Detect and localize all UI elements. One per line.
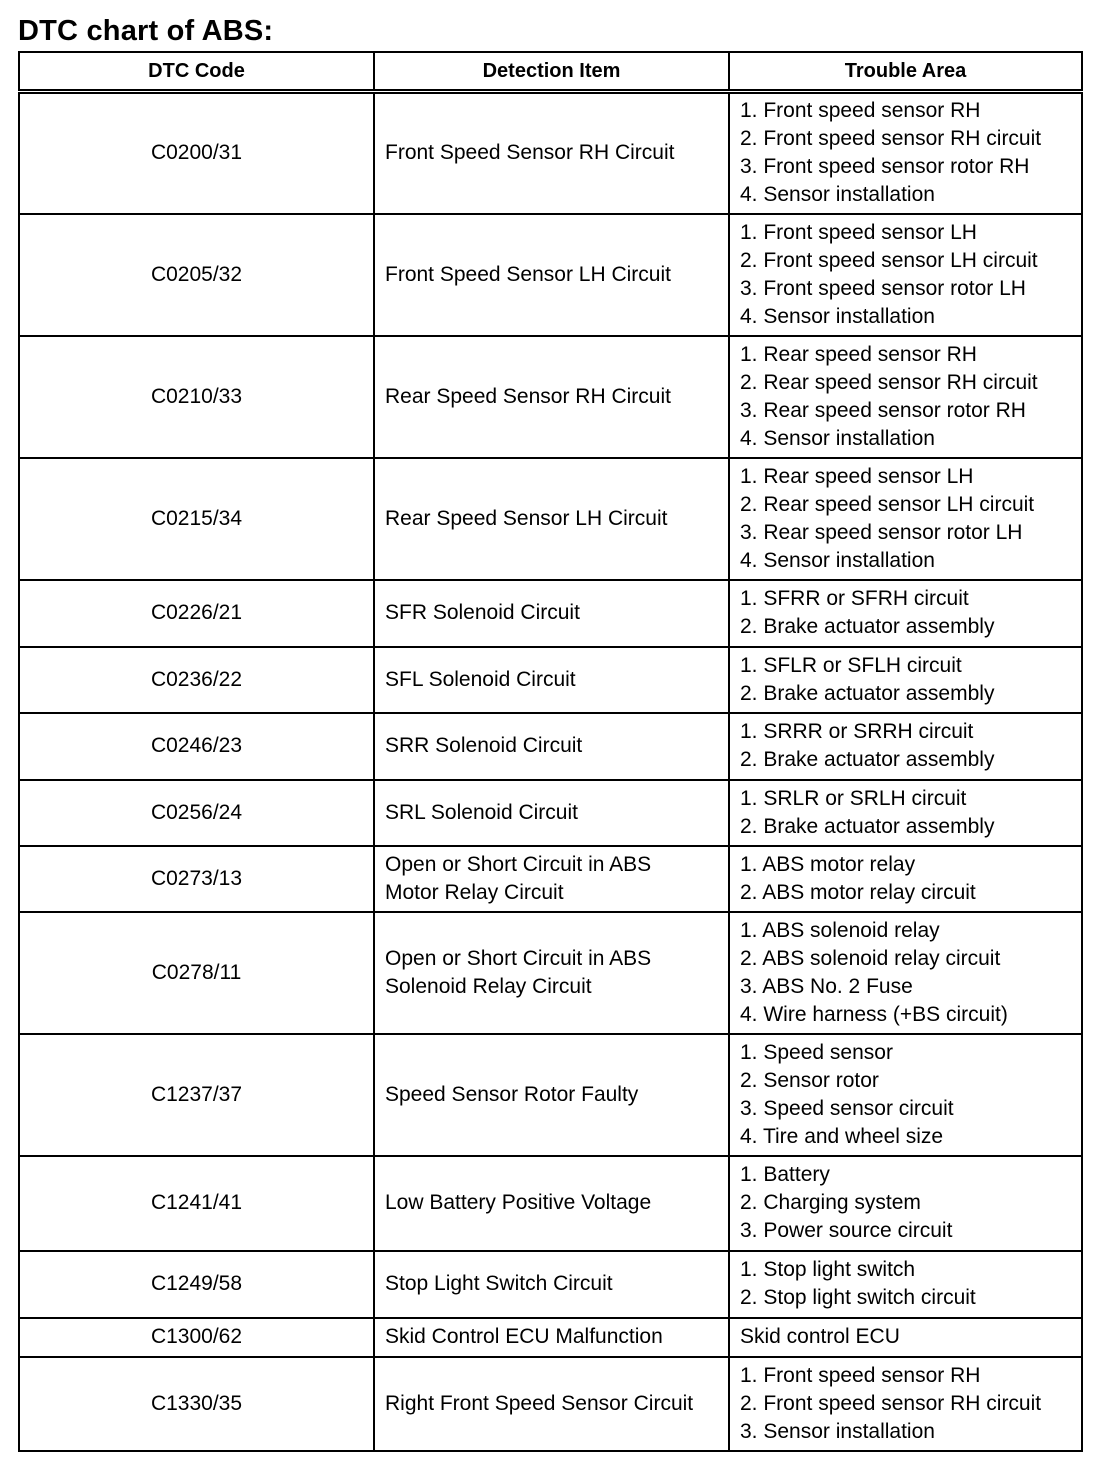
trouble-area-line: 2. ABS solenoid relay circuit — [740, 946, 1001, 970]
table-row — [19, 92, 1082, 214]
dtc-code-cell: C0205/32 — [19, 214, 374, 336]
detection-item-line: Solenoid Relay Circuit — [385, 974, 592, 998]
detection-item-cell: SFL Solenoid Circuit — [374, 647, 729, 713]
header-dtc-code: DTC Code — [19, 52, 374, 92]
trouble-area-line: 2. Sensor rotor — [740, 1068, 879, 1092]
trouble-area-line: 1. Battery — [740, 1163, 830, 1186]
trouble-area-line: 3. Speed sensor circuit — [740, 1096, 954, 1120]
trouble-area-cell — [729, 214, 1082, 336]
trouble-area-line: 2. Brake actuator assembly — [740, 748, 995, 771]
trouble-area-line: 1. SRLR or SRLH circuit — [740, 786, 967, 810]
table-row — [19, 846, 1082, 912]
trouble-area-line: 2. Front speed sensor RH circuit — [740, 1391, 1042, 1415]
trouble-area-line: 1. ABS solenoid relay — [740, 918, 940, 942]
trouble-area-line: 4. Wire harness (+BS circuit) — [740, 1002, 1008, 1026]
dtc-code-cell: C1241/41 — [19, 1156, 374, 1251]
detection-item-cell: SRL Solenoid Circuit — [374, 780, 729, 846]
table-row — [19, 1251, 1082, 1318]
trouble-area-cell — [729, 1318, 1082, 1357]
detection-item-cell: Speed Sensor Rotor Faulty — [374, 1034, 729, 1156]
trouble-area-line: 3. Rear speed sensor rotor RH — [740, 398, 1026, 422]
detection-item-cell: Right Front Speed Sensor Circuit — [374, 1357, 729, 1451]
table-header — [19, 52, 1082, 92]
trouble-area-line: 1. SFRR or SFRH circuit — [740, 587, 969, 610]
dtc-code-cell: C1249/58 — [19, 1251, 374, 1318]
trouble-area-line: 1. SFLR or SFLH circuit — [740, 653, 962, 677]
trouble-area-line: 2. Front speed sensor LH circuit — [740, 248, 1038, 272]
trouble-area-line: 2. Rear speed sensor RH circuit — [740, 370, 1038, 394]
page-title: DTC chart of ABS: — [18, 15, 274, 47]
trouble-area-cell — [729, 912, 1082, 1034]
table-row — [19, 1034, 1082, 1156]
trouble-area-cell — [729, 1156, 1082, 1251]
table-row — [19, 713, 1082, 780]
detection-item-cell: Front Speed Sensor LH Circuit — [374, 214, 729, 336]
dtc-code-cell: C1237/37 — [19, 1034, 374, 1156]
trouble-area-line: 3. Front speed sensor rotor LH — [740, 276, 1026, 300]
trouble-area-line: 2. Charging system — [740, 1191, 921, 1214]
trouble-area-line: 1. Rear speed sensor RH — [740, 342, 977, 366]
table-row — [19, 336, 1082, 458]
dtc-code-cell: C1330/35 — [19, 1357, 374, 1451]
table-row — [19, 780, 1082, 846]
dtc-code-cell: C0226/21 — [19, 580, 374, 647]
dtc-code-cell: C0200/31 — [19, 92, 374, 214]
dtc-code-cell: C0256/24 — [19, 780, 374, 846]
detection-item-line: Open or Short Circuit in ABS — [385, 946, 652, 970]
trouble-area-line: 2. Rear speed sensor LH circuit — [740, 492, 1035, 516]
trouble-area-line: 2. Brake actuator assembly — [740, 615, 995, 638]
trouble-area-cell — [729, 1357, 1082, 1451]
trouble-area-line: 1. Rear speed sensor LH — [740, 464, 974, 488]
detection-item-cell: Stop Light Switch Circuit — [374, 1251, 729, 1318]
trouble-area-line: 2. ABS motor relay circuit — [740, 880, 976, 904]
detection-item-cell: Low Battery Positive Voltage — [374, 1156, 729, 1251]
trouble-area-line: 1. Stop light switch — [740, 1258, 916, 1281]
detection-item-cell: Rear Speed Sensor RH Circuit — [374, 336, 729, 458]
trouble-area-cell — [729, 458, 1082, 580]
dtc-code-cell: C0278/11 — [19, 912, 374, 1034]
trouble-area-cell — [729, 713, 1082, 780]
trouble-area-line: 2. Brake actuator assembly — [740, 681, 995, 705]
trouble-area-cell — [729, 92, 1082, 214]
table-row — [19, 214, 1082, 336]
trouble-area-line: 1. Speed sensor — [740, 1040, 893, 1064]
dtc-table — [18, 51, 1083, 1452]
trouble-area-line: 1. Front speed sensor RH — [740, 99, 981, 123]
trouble-area-line: 4. Sensor installation — [740, 548, 935, 572]
detection-item-cell: SFR Solenoid Circuit — [374, 580, 729, 647]
trouble-area-line: 3. Front speed sensor rotor RH — [740, 155, 1030, 179]
table-body — [19, 92, 1082, 1451]
dtc-code-cell: C0210/33 — [19, 336, 374, 458]
trouble-area-line: 4. Sensor installation — [740, 426, 935, 450]
trouble-area-line: 1. Front speed sensor RH — [740, 1363, 981, 1387]
table-row — [19, 647, 1082, 713]
detection-item-cell: Skid Control ECU Malfunction — [374, 1318, 729, 1357]
detection-item-cell — [374, 912, 729, 1034]
trouble-area-cell — [729, 1251, 1082, 1318]
trouble-area-line: 3. ABS No. 2 Fuse — [740, 974, 913, 998]
header-detection-item: Detection Item — [374, 52, 729, 92]
header-trouble-area: Trouble Area — [729, 52, 1082, 92]
dtc-code-cell: C0215/34 — [19, 458, 374, 580]
table-row — [19, 1318, 1082, 1357]
trouble-area-line: 2. Brake actuator assembly — [740, 814, 995, 838]
dtc-code-cell: C0236/22 — [19, 647, 374, 713]
trouble-area-line: Skid control ECU — [740, 1325, 900, 1348]
header-row — [19, 52, 1082, 92]
trouble-area-cell — [729, 780, 1082, 846]
trouble-area-cell — [729, 647, 1082, 713]
table-row — [19, 1156, 1082, 1251]
trouble-area-cell — [729, 580, 1082, 647]
dtc-code-cell: C0273/13 — [19, 846, 374, 912]
trouble-area-line: 4. Tire and wheel size — [740, 1124, 944, 1148]
detection-item-cell: Rear Speed Sensor LH Circuit — [374, 458, 729, 580]
trouble-area-line: 4. Sensor installation — [740, 304, 935, 328]
detection-item-cell: SRR Solenoid Circuit — [374, 713, 729, 780]
trouble-area-line: 4. Sensor installation — [740, 183, 935, 207]
trouble-area-line: 1. Front speed sensor LH — [740, 220, 977, 244]
trouble-area-line: 3. Sensor installation — [740, 1419, 935, 1443]
detection-item-line: Motor Relay Circuit — [385, 880, 564, 904]
dtc-code-cell: C1300/62 — [19, 1318, 374, 1357]
table-row — [19, 580, 1082, 647]
trouble-area-cell — [729, 336, 1082, 458]
table-row — [19, 912, 1082, 1034]
trouble-area-cell — [729, 846, 1082, 912]
trouble-area-line: 2. Front speed sensor RH circuit — [740, 127, 1042, 151]
trouble-area-line: 3. Power source circuit — [740, 1219, 953, 1242]
dtc-code-cell: C0246/23 — [19, 713, 374, 780]
detection-item-line: Open or Short Circuit in ABS — [385, 852, 652, 876]
table-row — [19, 1357, 1082, 1451]
detection-item-cell — [374, 846, 729, 912]
trouble-area-cell — [729, 1034, 1082, 1156]
trouble-area-line: 2. Stop light switch circuit — [740, 1286, 976, 1309]
table-row — [19, 458, 1082, 580]
detection-item-cell: Front Speed Sensor RH Circuit — [374, 92, 729, 214]
trouble-area-line: 3. Rear speed sensor rotor LH — [740, 520, 1023, 544]
trouble-area-line: 1. SRRR or SRRH circuit — [740, 720, 974, 743]
trouble-area-line: 1. ABS motor relay — [740, 852, 916, 876]
